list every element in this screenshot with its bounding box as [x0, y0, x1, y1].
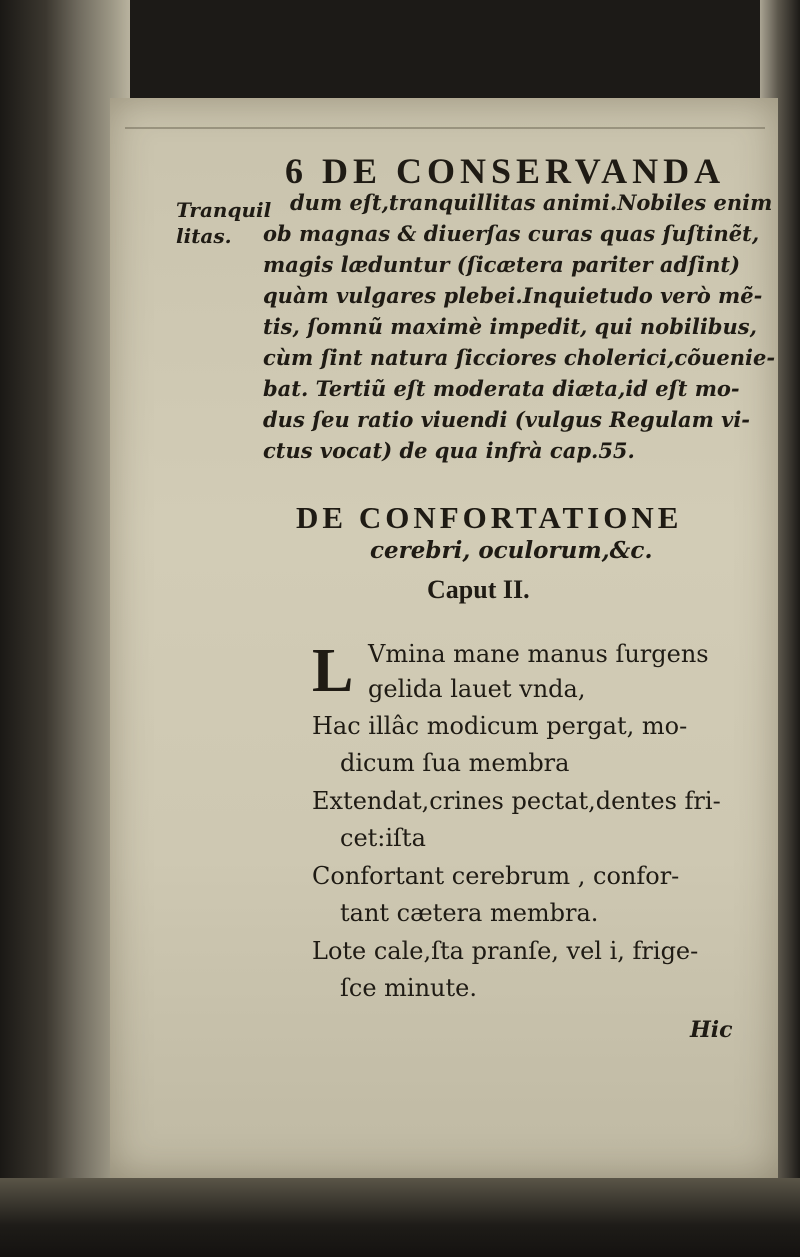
verse-line: Extendat,crines pectat,dentes fri- [312, 787, 721, 815]
bottom-shadow [0, 1178, 800, 1257]
verse-line: Confortant cerebrum , confor- [312, 862, 680, 890]
verse-line: Hac illâc modicum pergat, mo- [312, 712, 688, 740]
verse-line: dicum ſua membra [340, 749, 570, 777]
catchword: Hic [690, 1017, 733, 1043]
body-line: cùm ſint natura ſicciores cholerici,cõuenie- [263, 345, 776, 370]
margin-note-line-1: Tranquil [176, 198, 272, 222]
section-subheading: cerebri, oculorum,&c. [370, 537, 653, 564]
verse-line: tant cætera membra. [340, 899, 599, 927]
body-line: dus ſeu ratio viuendi (vulgus Regulam vi- [263, 407, 751, 432]
verse-line: Lote cale,ſta pranſe, vel i, frige- [312, 937, 699, 965]
top-rule [125, 127, 765, 129]
verse-line: ſce minute. [340, 974, 477, 1002]
verse-line: Vmina mane manus ſurgens [368, 640, 709, 668]
body-line: ctus vocat) de qua infrà cap.55. [263, 438, 635, 463]
verse-line: cet:iſta [340, 824, 426, 852]
body-line: ob magnas & diuerſas curas quas ſuſtinẽt, [263, 221, 760, 246]
body-line: dum eſt,tranquillitas animi.Nobiles enim [290, 190, 773, 215]
chapter-label: Caput II. [427, 575, 530, 604]
running-head: 6 DE CONSERVANDA [285, 151, 726, 191]
drop-cap: L [312, 637, 354, 705]
section-heading: DE CONFORTATIONE [296, 500, 683, 535]
margin-note-line-2: litas. [176, 224, 232, 248]
body-line: tis, ſomnũ maximè impedit, qui nobilibus, [263, 314, 757, 339]
body-line: magis læduntur (ſicætera pariter adſint) [263, 252, 741, 277]
body-line: quàm vulgares plebei.Inquietudo verò mẽ- [263, 283, 763, 308]
verse-line: gelida lauet vnda, [368, 675, 586, 703]
body-line: bat. Tertiũ eſt moderata diæta,id eſt mo- [263, 376, 740, 401]
